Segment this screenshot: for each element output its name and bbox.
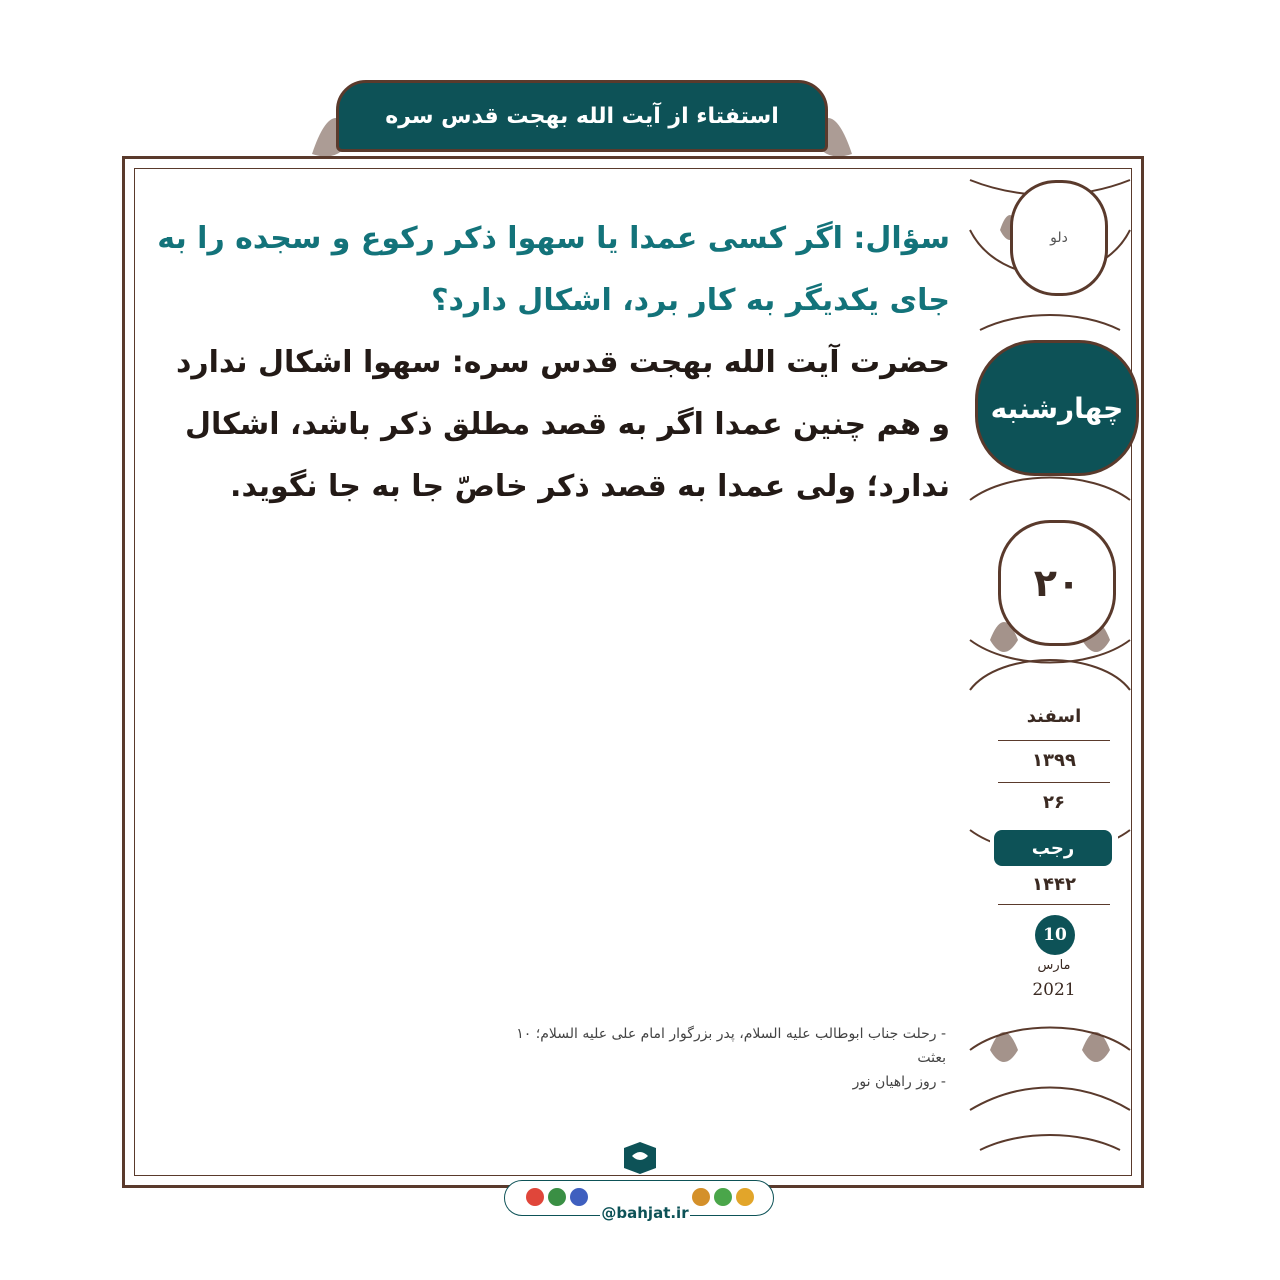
divider (998, 782, 1110, 783)
solar-year: ۱۳۹۹ (1032, 750, 1076, 771)
divider (998, 904, 1110, 905)
lunar-month-label: رجب (1031, 837, 1075, 859)
eitaa-icon[interactable] (570, 1188, 588, 1206)
day-number-badge (998, 520, 1116, 646)
weekday-badge (975, 340, 1139, 476)
check-icon[interactable] (548, 1188, 566, 1206)
gregorian-day (1035, 915, 1075, 955)
solar-month: اسفند (1026, 706, 1082, 727)
qa-block (150, 208, 950, 518)
header-banner (336, 80, 828, 152)
social-handle[interactable]: @bahjat.ir (601, 1204, 689, 1222)
question-text: سؤال: اگر کسی عمدا یا سهوا ذکر رکوع و سجده را به جای یکدیگر به کار برد، اشکال دارد؟ (157, 221, 950, 318)
rubika-icon[interactable] (736, 1188, 754, 1206)
page-title: استفتاء از آیت الله بهجت قدس سره (385, 103, 779, 129)
lunar-day: ۲۶ (1043, 792, 1065, 813)
occasion-notes (500, 1022, 946, 1094)
note-item: - روز راهیان نور (852, 1074, 946, 1090)
aparat-icon[interactable] (526, 1188, 544, 1206)
answer-text: حضرت آیت الله بهجت قدس سره: سهوا اشکال ندارد و هم چنین عمدا اگر به قصد مطلق ذکر باشد، اشکال ندارد؛ ولی عمدا به قصد ذکر خاصّ جا به جا نگوید. (176, 345, 950, 504)
gregorian-day-number: 10 (1043, 925, 1067, 945)
zodiac-badge (1010, 180, 1108, 296)
bale-icon[interactable] (714, 1188, 732, 1206)
gregorian-month: مارس (1037, 958, 1071, 973)
note-item: - رحلت جناب ابوطالب علیه السلام، پدر بزرگوار امام علی علیه السلام؛ ۱۰ بعثت (516, 1026, 946, 1066)
lunar-month (994, 830, 1112, 866)
lunar-year: ۱۴۴۲ (1032, 874, 1076, 895)
logo-icon (620, 1138, 660, 1178)
divider (998, 740, 1110, 741)
weekday-label: چهارشنبه (990, 391, 1124, 425)
gregorian-year: 2021 (1032, 980, 1076, 1000)
soroush-icon[interactable] (692, 1188, 710, 1206)
day-number: ۲۰ (1033, 561, 1081, 605)
zodiac-label: دلو (1050, 230, 1068, 246)
